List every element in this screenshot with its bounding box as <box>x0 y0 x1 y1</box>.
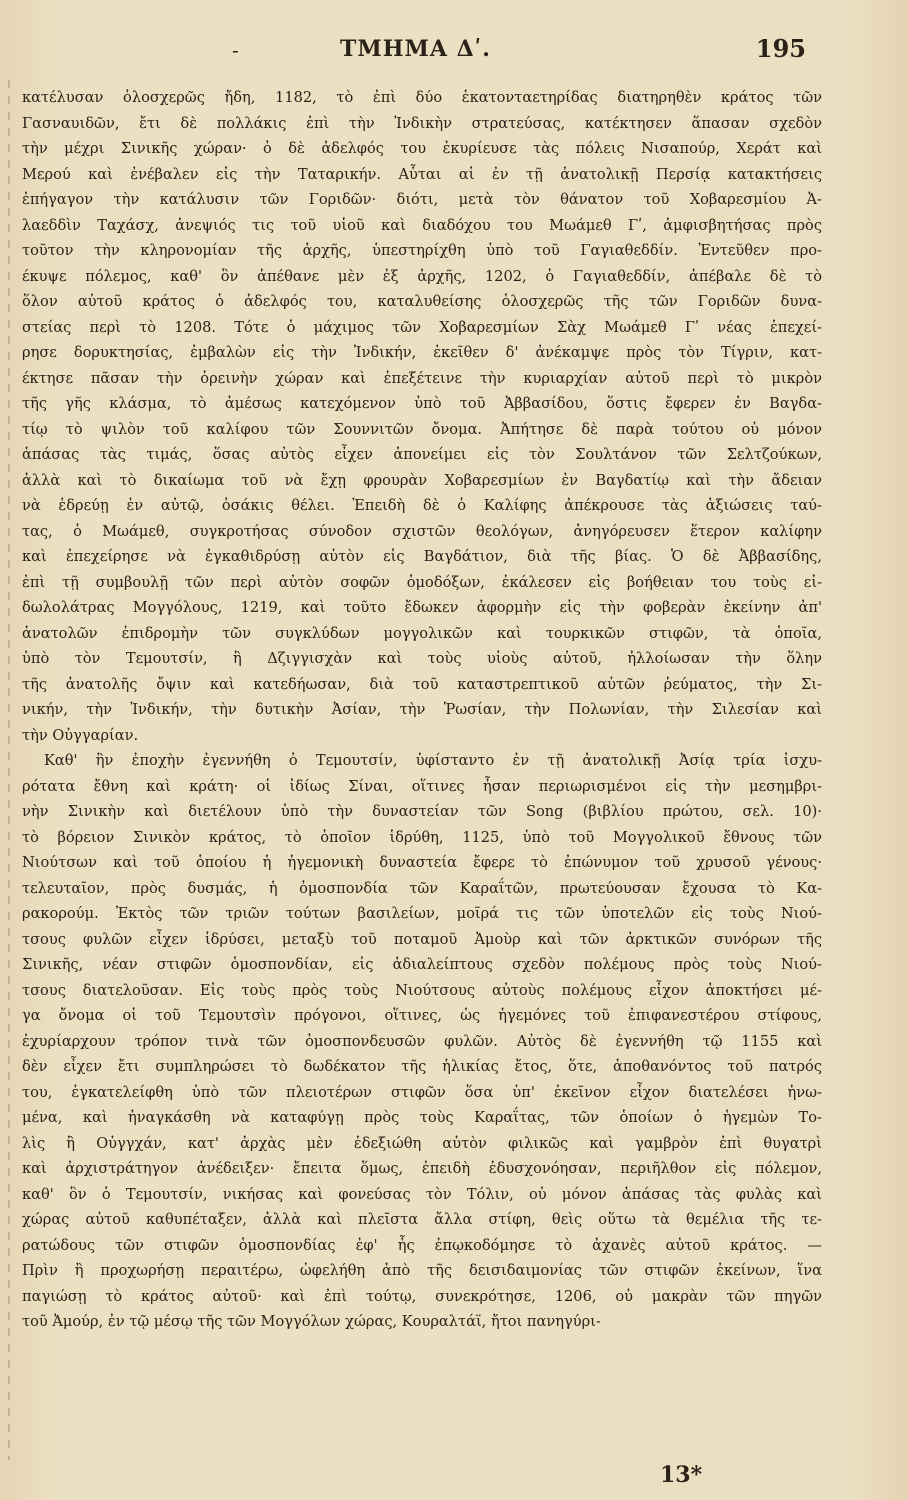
text-line: λαεδδὶν Ταχάσχ, ἀνεψιός τις τοῦ υἱοῦ καὶ διαδόχου του Μωάμεθ Γʹ, ἀμφισβητήσας πρὸς <box>22 216 822 234</box>
text-line: τας, ὁ Μωάμεθ, συγκροτήσας σύνοδον σχιστῶν θεολόγων, ἀνηγόρευσεν ἕτερον καλίφην <box>22 522 822 540</box>
text-line: ἐχυρίαρχουν τρόπον τινὰ τῶν ὁμοσπονδευσῶν φυλῶν. Αὐτὸς δὲ ἐγεννήθη τῷ 1155 καὶ <box>22 1032 822 1050</box>
text-line: τῆς ἀνατολῆς ὄψιν καὶ κατεδήωσαν, διὰ τοῦ καταστρεπτικοῦ αὐτῶν ῥεύματος, τὴν Σι- <box>22 675 822 693</box>
text-line: ρησε δορυκτησίας, ἐμβαλὼν εἰς τὴν Ἰνδικήν, ἐκεῖθεν δ' ἀνέκαμψε πρὸς τὸν Τίγριν, κατ- <box>22 344 822 361</box>
printer-signature: 13* <box>660 1462 703 1488</box>
text-line: νικήν, τὴν Ἰνδικήν, τὴν δυτικὴν Ἀσίαν, τὴν Ῥωσίαν, τὴν Πολωνίαν, τὴν Σιλεσίαν καὶ <box>22 701 822 718</box>
text-line: τσους φυλῶν εἶχεν ἱδρύσει, μεταξὺ τοῦ ποταμοῦ Ἀμοὺρ καὶ τῶν ἀρκτικῶν συνόρων τῆς <box>22 930 822 948</box>
text-line: Καθ' ἣν ἐποχὴν ἐγεννήθη ὁ Τεμουτσίν, ὑφίσταντο ἐν τῇ ἀνατολικῇ Ἀσίᾳ τρία ἰσχυ- <box>44 752 822 769</box>
body-text <box>22 85 822 1335</box>
text-line: μένα, καὶ ἠναγκάσθη νὰ καταφύγῃ πρὸς τοὺς Καραΐτας, τῶν ὁποίων ὁ ἡγεμὼν Το- <box>22 1109 822 1126</box>
text-line: τὴν Οὐγγαρίαν. <box>22 726 139 744</box>
text-line: τὸ βόρειον Σινικὸν κράτος, τὸ ὁποῖον ἱδρύθη, 1125, ὑπὸ τοῦ Μογγολικοῦ ἔθνους τῶν <box>22 828 822 846</box>
text-line: λὶς ἢ Οὐγγχάν, κατ' ἀρχὰς μὲν ἐδεξιώθη αὐτὸν φιλικῶς καὶ γαμβρὸν ἐπὶ θυγατρὶ <box>22 1134 822 1152</box>
section-title: ΤΜΗΜΑ Δʹ. <box>340 36 491 62</box>
text-line: Μερού καὶ ἐνέβαλεν εἰς τὴν Ταταρικήν. Αὗται αἱ ἐν τῇ ἀνατολικῇ Περσίᾳ κατακτήσεις <box>22 165 822 183</box>
text-line: ἐπὶ τῇ συμβουλῇ τῶν περὶ αὐτὸν σοφῶν ὁμοδόξων, ἐκάλεσεν εἰς βοήθειαν του τοὺς εἰ- <box>22 573 822 591</box>
text-line: Πρὶν ἢ προχωρήσῃ περαιτέρω, ὠφελήθη ἀπὸ τῆς δεισιδαιμονίας τῶν στιφῶν ἐκείνων, ἵνα <box>22 1262 822 1279</box>
text-line: νὰ ἑδρεύῃ ἐν αὐτῷ, ὁσάκις θέλει. Ἐπειδὴ δὲ ὁ Καλίφης ἀπέκρουσε τὰς ἀξιώσεις ταύ- <box>22 497 822 514</box>
text-line: κατέλυσαν ὁλοσχερῶς ἤδη, 1182, τὸ ἐπὶ δύο ἑκατονταετηρίδας διατηρηθὲν κράτος τῶν <box>22 89 822 106</box>
text-line: τὴν μέχρι Σινικῆς χώραν· ὁ δὲ ἀδελφός του ἐκυρίευσε τὰς πόλεις Νισαπούρ, Χεράτ καὶ <box>22 140 822 157</box>
text-line: ἀνατολῶν ἐπιδρομὴν τῶν συγκλύδων μογγολικῶν καὶ τουρκικῶν στιφῶν, τὰ ὁποῖα, <box>22 624 822 642</box>
text-line: τίῳ τὸ ψιλὸν τοῦ καλίφου τῶν Σουννιτῶν ὄνομα. Ἀπήτησε δὲ παρὰ τούτου οὐ μόνον <box>22 420 822 438</box>
text-line: του, ἐγκατελείφθη ὑπὸ τῶν πλειοτέρων στιφῶν ὅσα ὑπ' ἐκεῖνον εἶχον διατελέσει ἡνω- <box>22 1083 822 1101</box>
text-line: στείας περὶ τὸ 1208. Τότε ὁ μάχιμος τῶν Χοβαρεσμίων Σὰχ Μωάμεθ Γʹ νέας ἐπεχεί- <box>22 318 822 336</box>
text-line: τοῦτον τὴν κληρονομίαν τῆς ἀρχῆς, ὑπεστηρίχθη ὑπὸ τοῦ Γαγιαθεδδίν. Ἐντεῦθεν προ- <box>22 242 822 259</box>
running-header <box>0 34 908 68</box>
text-line: τσους διατελοῦσαν. Εἰς τοὺς πρὸς τοὺς Νιούτσους αὐτοὺς πολέμους εἶχον ἀποκτήσει μέ- <box>22 981 822 999</box>
text-line: καθ' ὃν ὁ Τεμουτσίν, νικήσας καὶ φονεύσας τὸν Τόλιν, οὐ μόνον ἁπάσας τὰς φυλὰς καὶ <box>22 1185 822 1203</box>
text-line: ἁπάσας τὰς τιμάς, ὅσας αὐτὸς εἶχεν ἀπονείμει εἰς τὸν Σουλτάνον τῶν Σελτζούκων, <box>22 446 822 463</box>
text-line: χώρας αὐτοῦ καθυπέταξεν, ἀλλὰ καὶ πλεῖστα ἄλλα στίφη, θεὶς οὕτω τὰ θεμέλια τῆς τε- <box>22 1211 822 1228</box>
text-line: ὑπὸ τὸν Τεμουτσίν, ἢ Δζιγγισχὰν καὶ τοὺς υἱοὺς αὐτοῦ, ἠλλοίωσαν τὴν ὅλην <box>22 650 822 667</box>
text-line: δωλολάτρας Μογγόλους, 1219, καὶ τοῦτο ἔδωκεν ἀφορμὴν εἰς τὴν φοβερὰν ἐκείνην ἀπ' <box>22 599 822 616</box>
text-line: γα ὄνομα οἱ τοῦ Τεμουτσὶν πρόγονοι, οἵτινες, ὡς ἡγεμόνες τοῦ ἐπιφανεστέρου στίφους, <box>22 1007 822 1024</box>
text-line: ρότατα ἔθνη καὶ κράτη· οἱ ἰδίως Σίναι, οἵτινες ἦσαν περιωρισμένοι εἰς τὴν μεσημβρι- <box>22 777 822 795</box>
text-line: έκτησε πᾶσαν τὴν ὀρεινὴν χώραν καὶ ἐπεξέτεινε τὴν κυριαρχίαν αὐτοῦ περὶ τὸ μικρὸν <box>22 369 822 387</box>
left-margin-rule <box>8 80 10 1460</box>
header-dash: - <box>232 38 239 62</box>
text-line: παγιώσῃ τὸ κράτος αὐτοῦ· καὶ ἐπὶ τούτῳ, συνεκρότησε, 1206, οὐ μακρὰν τῶν πηγῶν <box>22 1287 822 1305</box>
text-line: καὶ ἐπεχείρησε νὰ ἐγκαθιδρύσῃ αὐτὸν εἰς Βαγδάτιον, διὰ τῆς βίας. Ὁ δὲ Ἀββασίδης, <box>22 548 822 565</box>
text-line: ρατώδους τῶν στιφῶν ὁμοσπονδίας ἐφ' ἧς ἐπῳκοδόμησε τὸ ἀχανὲς αὐτοῦ κράτος. — <box>22 1236 822 1254</box>
text-line: δὲν εἶχεν ἔτι συμπληρώσει τὸ δωδέκατον τῆς ἡλικίας ἔτος, ὅτε, ἀποθανόντος τοῦ πατρός <box>22 1058 822 1075</box>
text-line: τελευταῖον, πρὸς δυσμάς, ἡ ὁμοσπονδία τῶν Καραΐτῶν, πρωτεύουσαν ἔχουσα τὸ Κα- <box>22 879 822 897</box>
text-line: Γασναυιδῶν, ἔτι δὲ πολλάκις ἐπὶ τὴν Ἰνδικὴν στρατεύσας, κατέκτησεν ἅπασαν σχεδὸν <box>22 114 822 132</box>
page-number: 195 <box>755 34 806 63</box>
text-line: έκυψε πόλεμος, καθ' ὃν ἀπέθανε μὲν ἐξ ἀρχῆς, 1202, ὁ Γαγιαθεδδίν, ἀπέβαλε δὲ τὸ <box>22 267 822 285</box>
text-line: ἀλλὰ καὶ τὸ δικαίωμα τοῦ νὰ ἔχῃ φρουρὰν Χοβαρεσμίων ἐν Βαγδατίῳ καὶ τὴν ἄδειαν <box>22 471 822 489</box>
text-line: Νιούτσων καὶ τοῦ ὁποίου ἡ ἡγεμονικὴ δυναστεία ἔφερε τὸ ἐπώνυμον τοῦ χρυσοῦ γένους· <box>22 854 822 871</box>
text-line: ἐπήγαγον τὴν κατάλυσιν τῶν Γοριδῶν· διότι, μετὰ τὸν θάνατον τοῦ Χοβαρεσμίου Ἀ- <box>22 191 822 208</box>
text-line: τοῦ Ἀμούρ, ἐν τῷ μέσῳ τῆς τῶν Μογγόλων χώρας, Κουραλτάϊ, ἤτοι πανηγύρι- <box>22 1313 601 1330</box>
text-line: ὅλον αὐτοῦ κράτος ὁ ἀδελφός του, καταλυθείσης ὁλοσχερῶς τῆς τῶν Γοριδῶν δυνα- <box>22 293 822 310</box>
text-line: τῆς γῆς κλάσμα, τὸ ἀμέσως κατεχόμενον ὑπὸ τοῦ Ἀββασίδου, ὅστις ἔφερεν ἐν Βαγδα- <box>22 395 822 412</box>
text-line: καὶ ἀρχιστράτηγον ἀνέδειξεν· ἔπειτα ὅμως, ἐπειδὴ ἐδυσχονόησαν, περιῆλθον εἰς πόλεμον, <box>22 1160 822 1177</box>
text-line: νὴν Σινικὴν καὶ διετέλουν ὑπὸ τὴν δυναστείαν τῶν Song (βιβλίου πρώτου, σελ. 10)· <box>22 803 822 820</box>
text-line: ρακορούμ. Ἐκτὸς τῶν τριῶν τούτων βασιλείων, μοῖρά τις τῶν ὑποτελῶν εἰς τοὺς Νιού- <box>22 905 822 922</box>
text-line: Σινικῆς, νέαν στιφῶν ὁμοσπονδίαν, εἰς ἀδιαλείπτους σχεδὸν πολέμους πρὸς τοὺς Νιού- <box>22 956 822 973</box>
